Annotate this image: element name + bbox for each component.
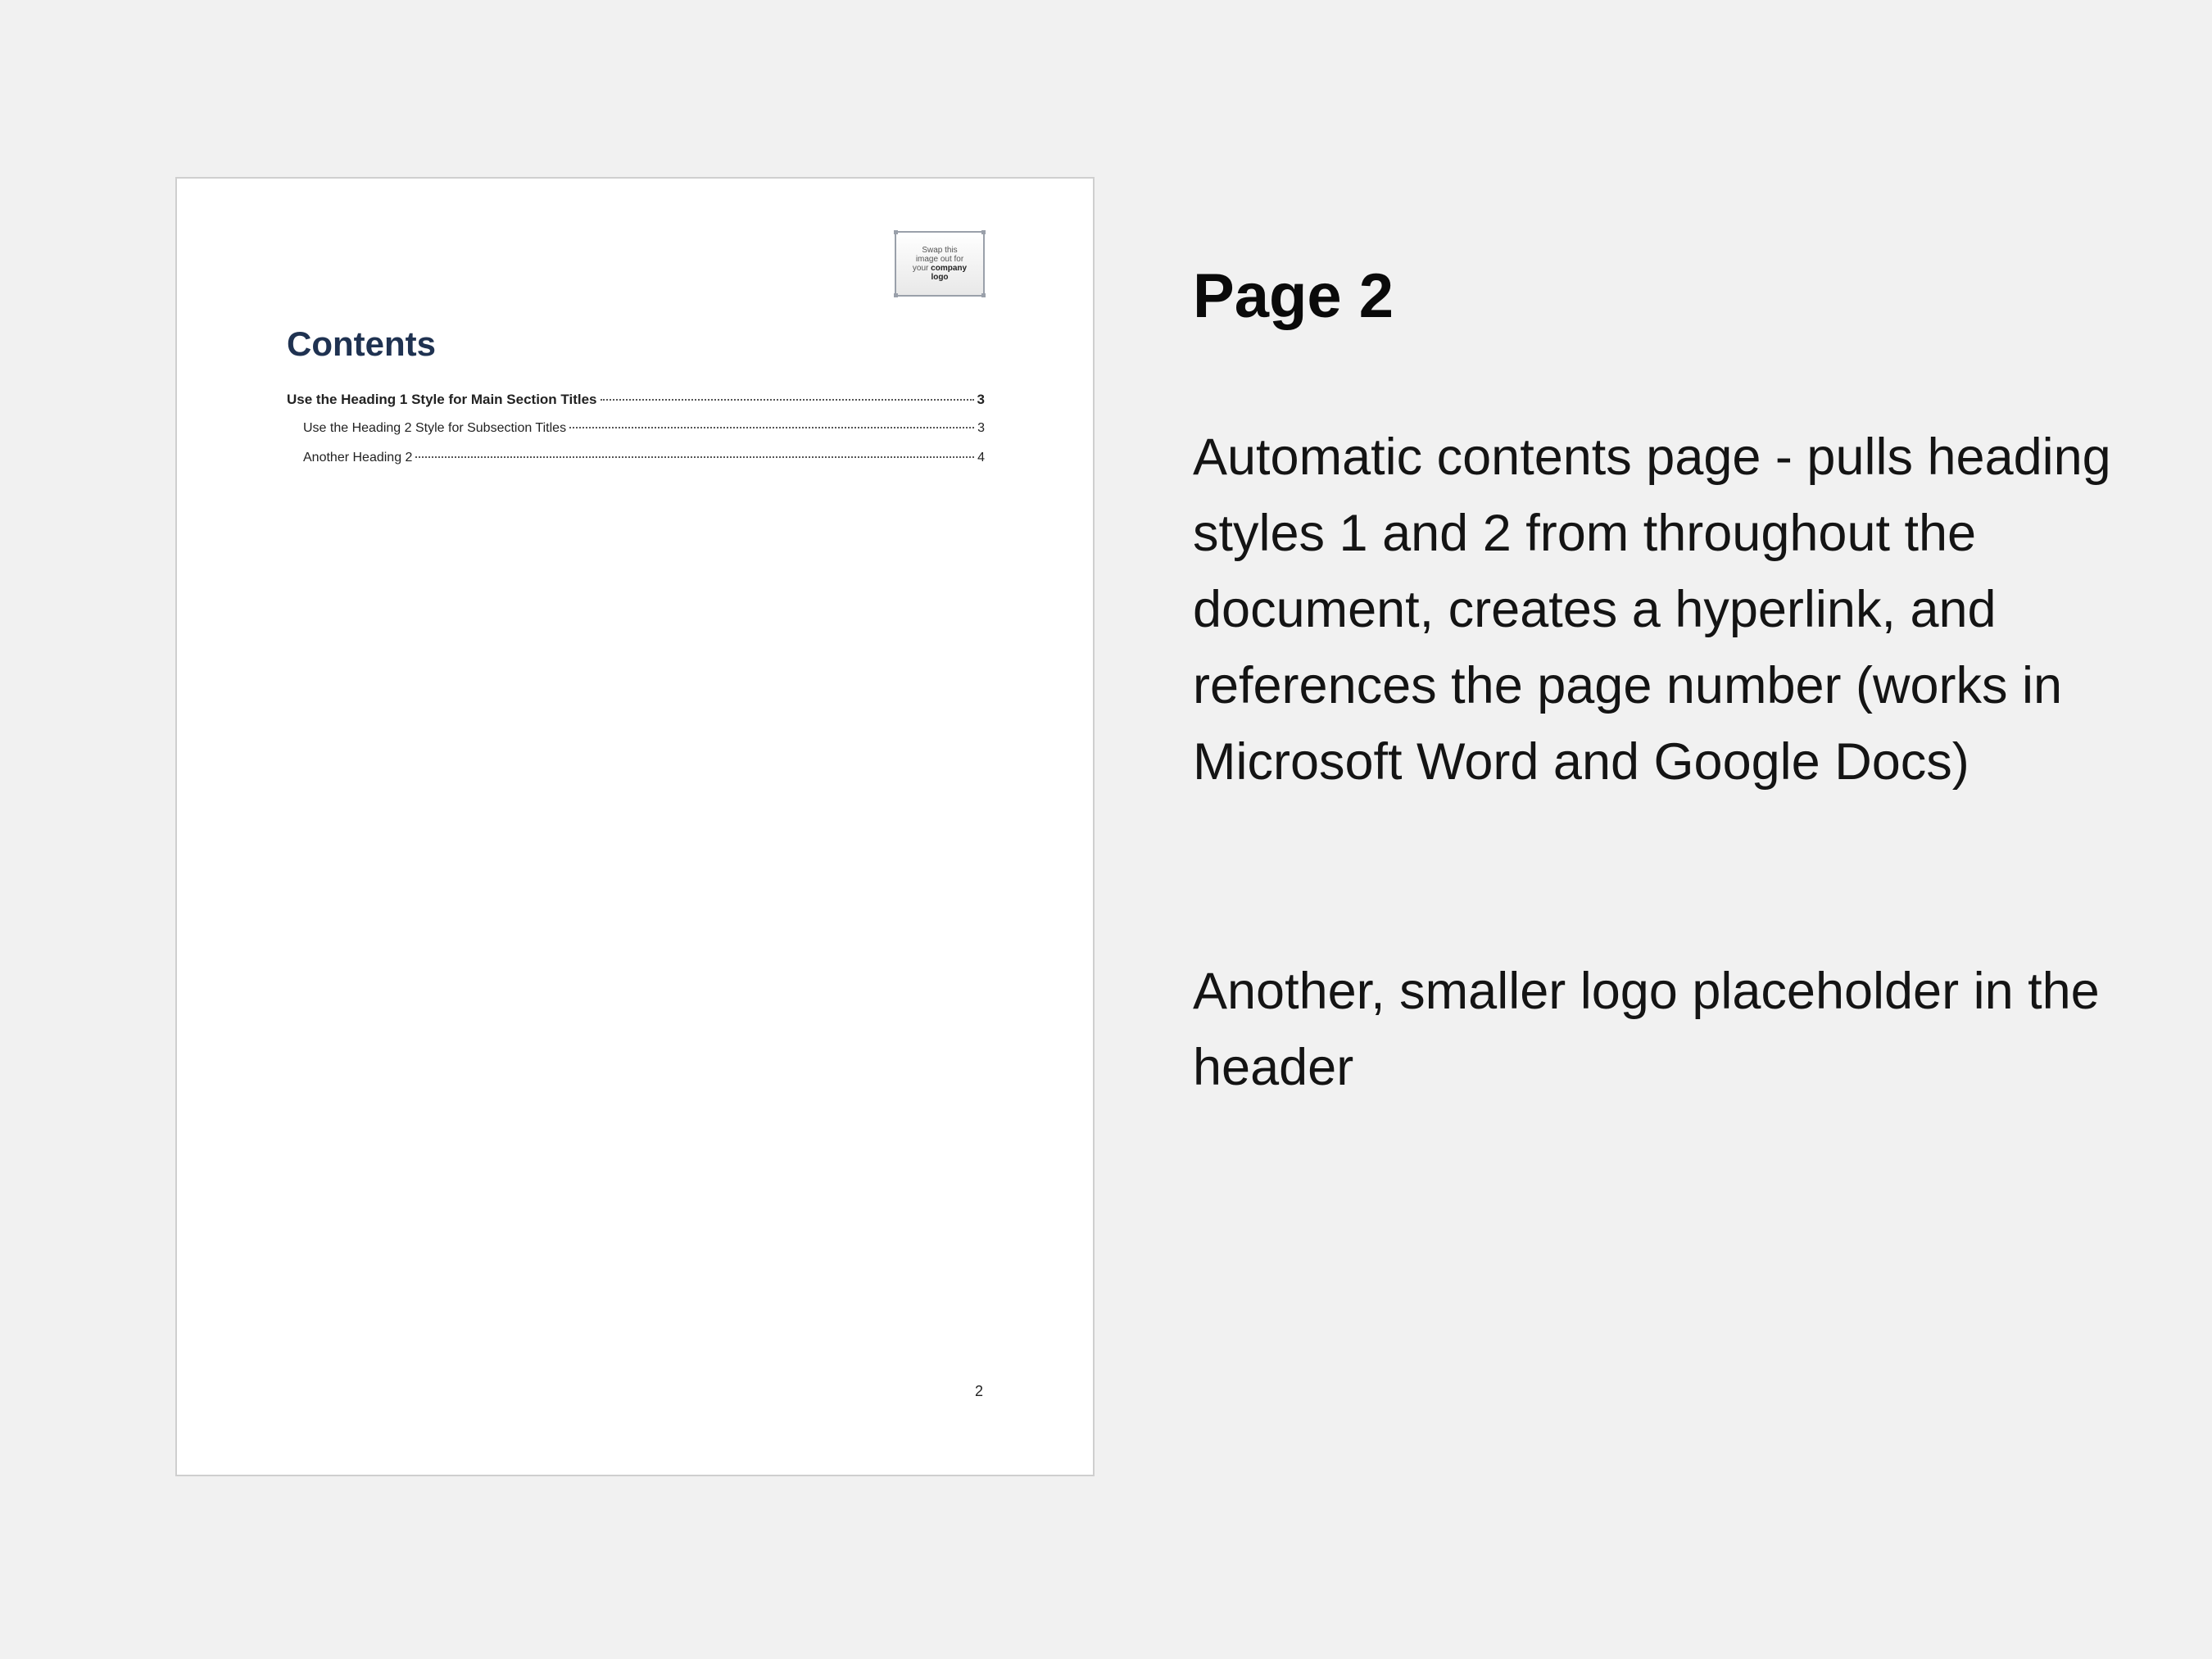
toc-entry[interactable] [287,451,985,480]
logo-text-line3-bold: company [931,264,968,273]
toc-entry-page: 4 [977,451,985,465]
description-heading: Page 2 [1193,261,1394,331]
resize-handle[interactable] [894,230,898,234]
logo-text-line3-prefix: your [912,264,929,273]
toc-entry-text: Use the Heading 1 Style for Main Section Titles [287,392,597,407]
toc-entry-page: 3 [977,392,985,407]
toc-leader-dots [601,399,974,401]
document-page-preview [175,177,1095,1476]
toc-entry[interactable] [287,421,985,451]
toc-leader-dots [415,456,974,458]
resize-handle[interactable] [981,293,986,297]
resize-handle[interactable] [981,230,986,234]
logo-text-line1: Swap this [922,246,958,255]
table-of-contents [287,392,985,480]
toc-entry-text: Another Heading 2 [303,451,413,465]
toc-leader-dots [569,427,974,428]
description-paragraph: Another, smaller logo placeholder in the header [1193,963,2100,1096]
logo-text-line4: logo [931,273,949,282]
toc-entry-text: Use the Heading 2 Style for Subsection Titles [303,421,567,435]
resize-handle[interactable] [894,293,898,297]
logo-text-line2: image out for [915,255,964,264]
logo-text-line3 [913,264,967,273]
contents-title: Contents [287,324,436,363]
description-paragraph: Automatic contents page - pulls heading styles 1 and 2 from throughout the document, creates a hyperlink, and references the page number (works in Microsoft Word and Google Docs) [1193,428,2111,791]
page-number: 2 [975,1383,984,1399]
logo-placeholder[interactable] [895,231,985,297]
toc-entry-page: 3 [977,421,985,435]
toc-entry[interactable] [287,392,985,421]
